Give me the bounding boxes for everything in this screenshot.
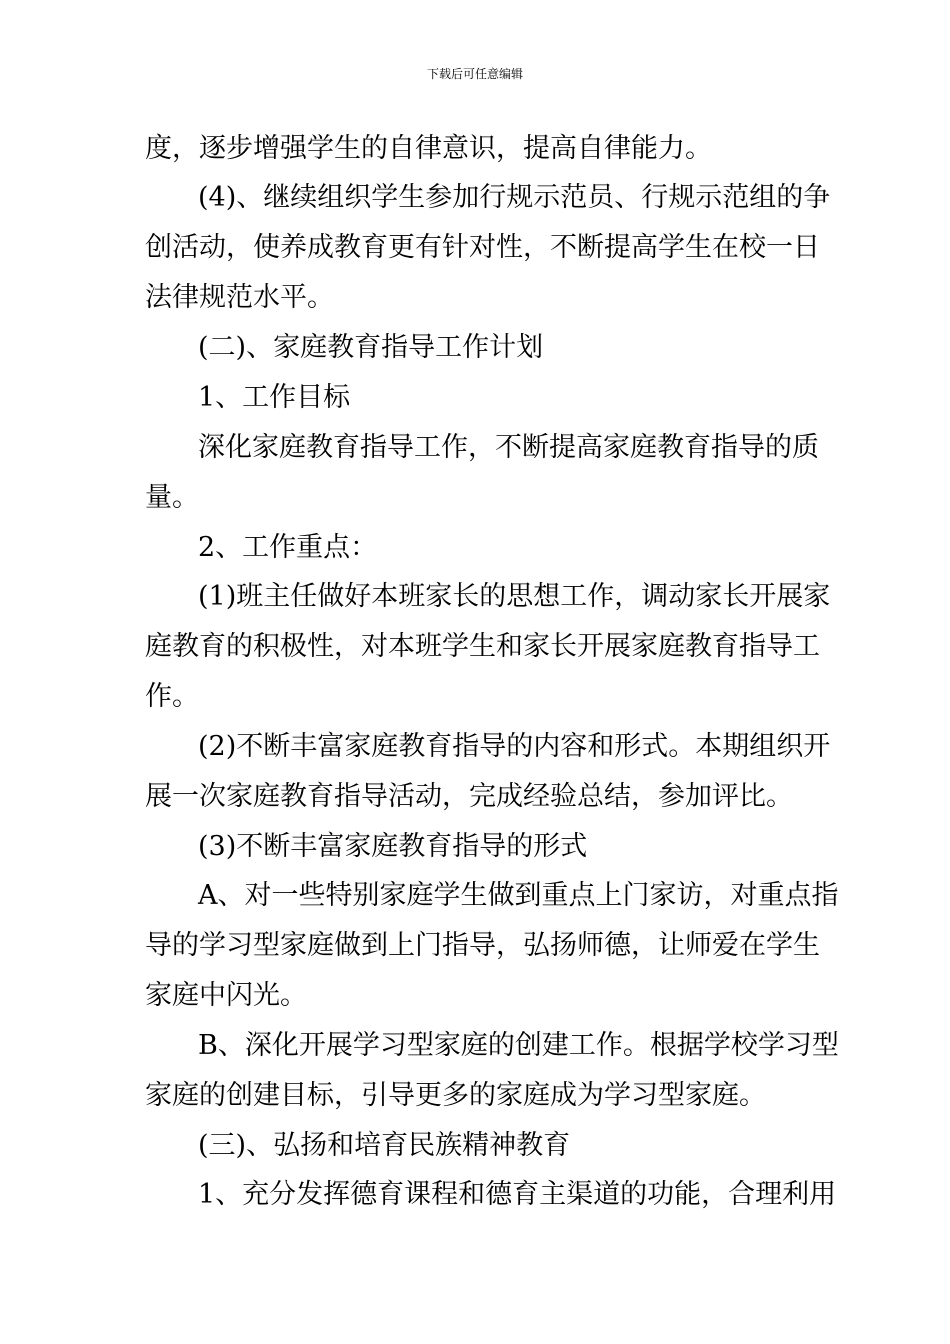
section-heading: (二)、家庭教育指导工作计划 [198, 332, 544, 363]
body-text-line: 法律规范水平。 [145, 282, 334, 313]
body-text-line: 创活动，使养成教育更有针对性，不断提高学生在校一日 [145, 232, 820, 263]
subsection-heading: 1、工作目标 [198, 382, 351, 413]
body-text-line: 庭教育的积极性，对本班学生和家长开展家庭教育指导工 [145, 631, 820, 662]
page-header: 下载后可任意编辑 [426, 67, 523, 81]
body-text-line: 深化家庭教育指导工作，不断提高家庭教育指导的质 [198, 432, 819, 463]
body-text-line: 导的学习型家庭做到上门指导，弘扬师德，让师爱在学生 [145, 930, 820, 961]
body-text-line: 1、充分发挥德育课程和德育主渠道的功能，合理利用 [198, 1179, 837, 1210]
body-text-line: 家庭中闪光。 [145, 980, 307, 1011]
body-text-line: (2)不断丰富家庭教育指导的内容和形式。本期组织开 [198, 731, 831, 762]
body-text-line: 展一次家庭教育指导活动，完成经验总结，参加评比。 [145, 781, 793, 812]
section-heading: (三)、弘扬和培育民族精神教育 [198, 1130, 571, 1161]
body-text-line: 家庭的创建目标，引导更多的家庭成为学习型家庭。 [145, 1080, 766, 1111]
body-text-line: B、深化开展学习型家庭的创建工作。根据学校学习型 [198, 1030, 839, 1061]
subsection-heading: 2、工作重点： [198, 532, 378, 563]
body-text-line: (4)、继续组织学生参加行规示范员、行规示范组的争 [198, 182, 831, 213]
body-text-line: (3)不断丰富家庭教育指导的形式 [198, 831, 588, 862]
body-text-line: 度，逐步增强学生的自律意识，提高自律能力。 [145, 133, 712, 164]
body-text-line: 量。 [145, 482, 199, 513]
body-text-line: 作。 [145, 681, 199, 712]
body-text-line: (1)班主任做好本班家长的思想工作，调动家长开展家 [198, 581, 831, 612]
body-text-line: A、对一些特别家庭学生做到重点上门家访，对重点指 [198, 880, 839, 911]
